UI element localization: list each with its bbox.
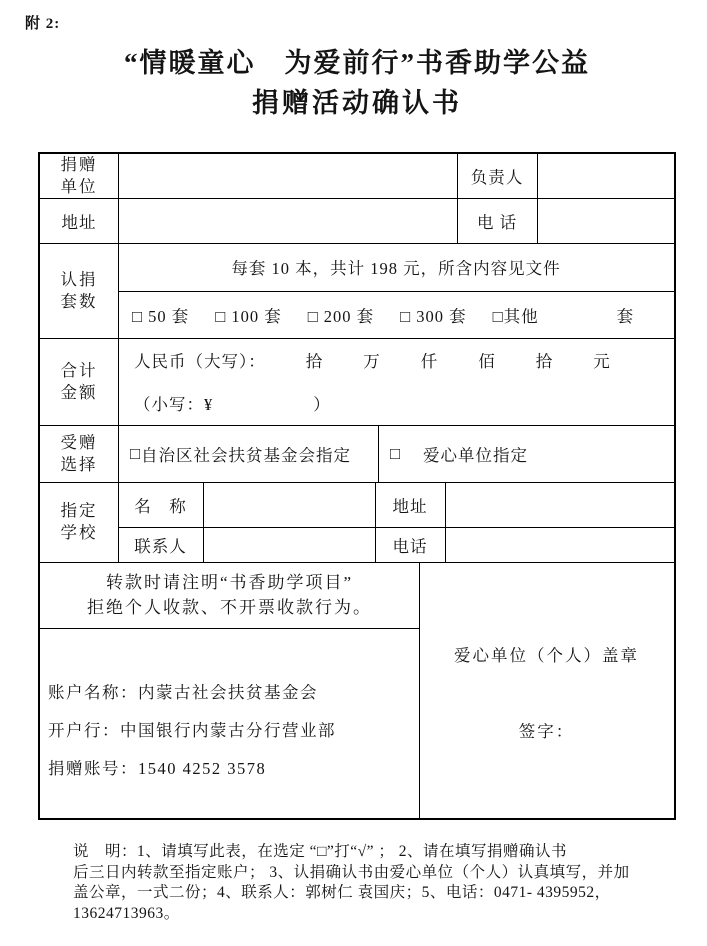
recipient-option-label: 自治区社会扶贫基金会指定: [140, 445, 351, 465]
attachment-label: 附 2:: [25, 16, 61, 32]
school-name-input[interactable]: [203, 482, 375, 527]
address-label: 地址: [61, 212, 97, 232]
account-name: 账户名称：内蒙古社会扶贫基金会: [48, 683, 318, 702]
amount-unit-shi: 拾: [535, 351, 554, 371]
pledge-option-300[interactable]: [400, 303, 466, 327]
pledge-option-50[interactable]: [132, 303, 189, 327]
manager-label: 负责人: [470, 168, 524, 187]
recipient-option-donor-designated[interactable]: [378, 425, 674, 482]
transfer-note-line2: 拒绝个人收款、不开票收款行为。: [87, 598, 372, 617]
amount-label-line2: 金额: [60, 382, 98, 402]
footnote-line-2: 后三日内转款至指定账户； 3、认捐确认书由爱心单位（个人）认真填写，并加: [73, 863, 630, 881]
pledge-spec-text: 每套 10 本，共计 198 元，所含内容见文件: [231, 259, 561, 278]
amount-figures-suffix: ）: [313, 395, 331, 415]
school-address-input[interactable]: [445, 482, 674, 527]
amount-unit-shi-wan: 拾: [305, 351, 324, 371]
checkbox-icon[interactable]: □: [130, 443, 141, 463]
checkbox-icon[interactable]: □: [132, 306, 143, 326]
pledge-option-label: 200 套: [323, 306, 375, 326]
amount-unit-wan: 万: [363, 351, 381, 371]
checkbox-icon[interactable]: □: [390, 443, 401, 463]
pledge-option-200[interactable]: [308, 303, 374, 327]
stamp-signature-area[interactable]: [419, 562, 674, 818]
school-address-label: 地址: [392, 496, 428, 516]
pledge-option-label: 300 套: [416, 306, 467, 326]
school-phone-label: 电话: [392, 536, 428, 556]
school-label-line1: 指定: [60, 501, 98, 520]
transfer-note-line1: 转款时请注明“书香助学项目”: [105, 573, 354, 592]
document-title: [38, 46, 676, 120]
school-name-label: 名 称: [134, 496, 187, 516]
amount-figures-prefix: （小写：¥: [134, 395, 214, 415]
checkbox-icon[interactable]: □: [215, 306, 227, 326]
school-label-line2: 学校: [60, 523, 98, 542]
donor-unit-label: [40, 154, 118, 198]
checkbox-icon[interactable]: □: [492, 306, 504, 326]
account-info: [40, 628, 419, 818]
recipient-label-line2: 选择: [60, 454, 98, 474]
amount-label-line1: 合计: [60, 360, 98, 380]
pledge-option-other[interactable]: [493, 303, 539, 327]
amount-words-prefix: 人民币（大写）：: [134, 351, 266, 371]
recipient-label-line1: 受赠: [60, 432, 98, 452]
checkbox-icon[interactable]: □: [400, 306, 412, 326]
footnote-line-1: 说 明：1、请填写此表，在选定 “□”打“√” ； 2、请在填写捐赠确认书: [73, 843, 568, 860]
pledge-option-label: 50 套: [148, 306, 190, 326]
pledge-label-line1: 认捐: [60, 269, 98, 289]
donor-unit-label-line2: 单位: [60, 177, 98, 196]
pledge-option-100[interactable]: [215, 303, 281, 327]
address-input[interactable]: [118, 198, 457, 243]
recipient-option-foundation[interactable]: [118, 425, 378, 482]
phone-label: 电 话: [476, 212, 518, 232]
phone-input[interactable]: [537, 198, 674, 243]
school-phone-input[interactable]: [445, 527, 674, 562]
footnote-line-4: 13624713963。: [73, 904, 180, 922]
amount-unit-qian: 仟: [420, 351, 439, 371]
school-label: [40, 482, 118, 562]
pledge-option-label: 其他: [503, 306, 539, 326]
title-line-2: 捐赠活动确认书: [252, 88, 462, 118]
donor-unit-input[interactable]: [118, 154, 457, 198]
amount-unit-bai: 佰: [478, 351, 496, 371]
donor-unit-label-line1: 捐赠: [60, 155, 98, 174]
footnote: [73, 842, 677, 924]
pledge-label: [40, 243, 118, 338]
confirmation-form-table: [38, 152, 676, 820]
amount-cell[interactable]: [118, 338, 674, 425]
recipient-label: [40, 425, 118, 482]
amount-label: [40, 338, 118, 425]
donation-account-number: 捐赠账号：1540 4252 3578: [48, 759, 267, 778]
bank-name: 开户行：中国银行内蒙古分行营业部: [48, 721, 336, 740]
school-contact-label: 联系人: [134, 536, 187, 556]
title-line-1: “情暖童心 为爱前行”书香助学公益: [124, 48, 590, 78]
pledge-unit-suffix: 套: [616, 306, 635, 326]
amount-unit-yuan: 元: [593, 351, 611, 371]
signature-label: 签字：: [518, 722, 575, 741]
pledge-options-row: [118, 291, 674, 338]
stamp-label: 爱心单位（个人）盖章: [454, 646, 639, 665]
transfer-note: [40, 562, 419, 628]
manager-input[interactable]: [537, 154, 674, 198]
recipient-option-label: 爱心单位指定: [422, 445, 528, 465]
school-contact-input[interactable]: [203, 527, 375, 562]
pledge-label-line2: 套数: [60, 291, 98, 311]
footnote-line-3: 盖公章，一式二份；4、联系人：郭树仁 袁国庆；5、电话：0471- 4395952，: [73, 884, 611, 901]
pledge-option-label: 100 套: [231, 306, 282, 326]
checkbox-icon[interactable]: □: [307, 306, 319, 326]
